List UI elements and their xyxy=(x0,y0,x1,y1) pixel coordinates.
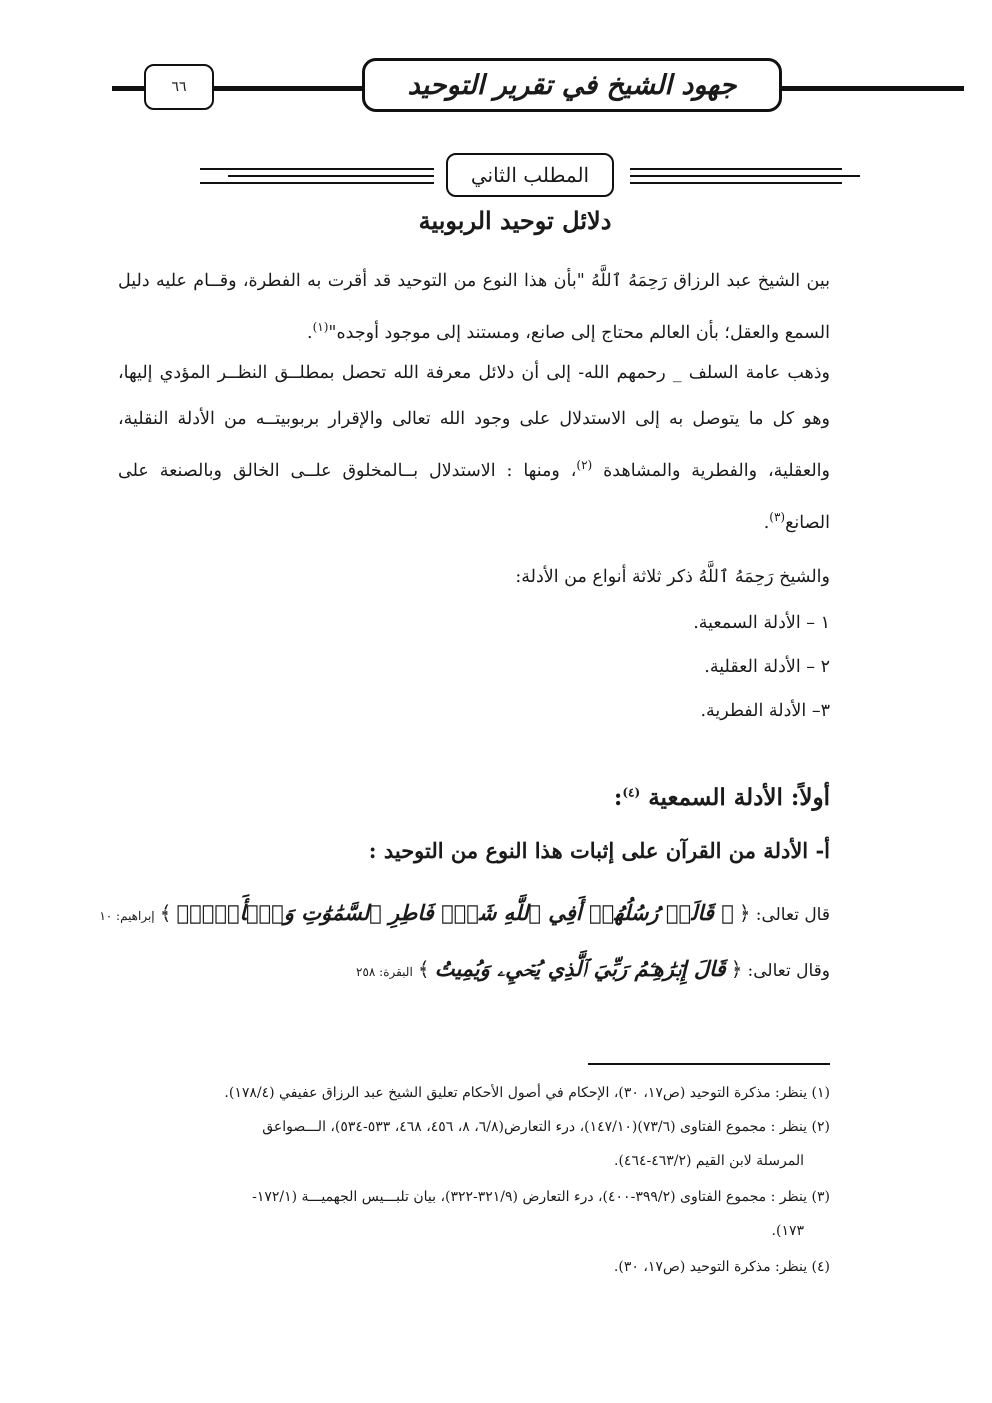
list-item: ٢ – الأدلة العقلية. xyxy=(704,657,830,677)
verse-line-2 xyxy=(150,944,830,994)
section-rule-right-1 xyxy=(630,168,842,170)
footnote-line: (٤) ينظر: مذكرة التوحيد (ص١٧، ٣٠). xyxy=(613,1259,830,1275)
page-number: ٦٦ xyxy=(171,79,187,95)
first-heading-end: : xyxy=(613,784,623,811)
footnote-separator xyxy=(588,1063,830,1065)
footnote-item xyxy=(140,1250,830,1284)
page-number-box xyxy=(144,64,214,110)
intro-paragraph-2-mid: ، ومنها : الاستدلال بــالمخلوق علــى الخالق وبالصنعة على الصانع xyxy=(118,460,830,533)
section-label: المطلب الثاني xyxy=(470,163,590,187)
list-item: ٣– الأدلة الفطرية. xyxy=(700,701,830,721)
verse-close-bracket: ﴾ xyxy=(159,901,172,925)
verse-text: قَالَ إِبۡرَٰهِـۧمُ رَبِّيَ ٱلَّذِي يُحۡيِۦ وَيُمِيتُ xyxy=(434,956,726,981)
footnote-ref-3: (٣) xyxy=(769,509,786,524)
footnote-ref-4: (٤) xyxy=(622,785,641,800)
footnote-ref-2: (٢) xyxy=(576,458,593,472)
list-item: ١ – الأدلة السمعية. xyxy=(693,613,830,633)
verse-reference: البقرة: ٢٥٨ xyxy=(356,965,413,979)
section-rule-right-3 xyxy=(630,182,842,184)
running-title: جهود الشيخ في تقرير التوحيد xyxy=(407,69,737,101)
footnote-line: (٢) ينظر : مجموع الفتاوى (٧٣/٦)(١٤٧/١٠)، درء التعارض(٦/٨، ٨، ٤٥٦، ٤٦٨، ٥٣٣-٥٣٤)، الـــصواعق xyxy=(262,1119,830,1135)
list-lead: والشيخ رَحِمَهُ ٱللَّهُ ذكر ثلاثة أنواع من الأدلة: xyxy=(515,567,830,587)
section-rule-left-2 xyxy=(228,175,434,177)
verse-line-1 xyxy=(99,888,830,938)
intro-paragraph-2-text: وذهب عامة السلف _ رحمهم الله- إلى أن دلائل معرفة الله تحصل بمطلــق النظــر المؤدي إليها، وهو كل ما يتوصل به إلى الاستدلال على وجود الله تعالى والإقرار بربوبيتــه من الأدلة النقلية، والعقلية، والفطرية والمشاهدة xyxy=(118,363,830,481)
verse-reference: إبراهيم: ١٠ xyxy=(99,909,155,923)
section-rule-left-1 xyxy=(200,168,434,170)
verse-lead: قال تعالى: xyxy=(755,905,830,925)
intro-paragraph-2-end: . xyxy=(763,512,770,533)
section-label-box xyxy=(446,153,614,197)
quran-subheading: أ- الأدلة من القرآن على إثبات هذا النوع من التوحيد : xyxy=(368,838,830,863)
footnote-line: ١٧٣). xyxy=(771,1223,804,1239)
footnote-ref-1: (١) xyxy=(312,320,329,334)
verse-lead: وقال تعالى: xyxy=(747,961,830,981)
footnote-item xyxy=(140,1110,830,1178)
intro-paragraph-1-text: بين الشيخ عبد الرزاق رَحِمَهُ ٱللَّهُ "بأن هذا النوع من التوحيد قد أقرت به الفطرة، وقــام عليه دليل السمع والعقل؛ بأن العالم محتاج إلى صانع، ومستند إلى موجود أوجده" xyxy=(118,271,830,343)
verse-close-bracket: ﴾ xyxy=(417,957,430,981)
footnote-item xyxy=(140,1076,830,1110)
section-title: دلائل توحيد الربوبية xyxy=(418,206,612,235)
intro-paragraph-1 xyxy=(118,258,830,356)
footnote-line: المرسلة لابن القيم (٤٦٣/٢-٤٦٤). xyxy=(614,1153,804,1169)
first-heading xyxy=(130,784,830,811)
intro-paragraph-2 xyxy=(118,350,830,546)
running-title-box xyxy=(362,58,782,112)
footnote-item xyxy=(140,1180,830,1248)
section-rule-left-3 xyxy=(200,182,434,184)
section-rule-right-2 xyxy=(630,175,860,177)
footnote-line: (٣) ينظر : مجموع الفتاوى (٣٩٩/٢-٤٠٠)، درء التعارض (٣٢١/٩-٣٢٢)، بيان تلبـــيس الجهميـــة (١٧٢/١- xyxy=(252,1189,830,1205)
intro-paragraph-1-end: . xyxy=(307,322,313,343)
verse-open-bracket: ﴿ xyxy=(738,901,751,925)
first-heading-text: أولاً: الأدلة السمعية xyxy=(648,784,830,811)
verse-open-bracket: ﴿ xyxy=(730,957,743,981)
verse-text: ۞ قَالَتۡ رُسُلُهُمۡ أَفِي ٱللَّهِ شَكّٞ فَاطِرِ ٱلسَّمَٰوَٰتِ وَٱلۡأَرۡضِۖ xyxy=(176,900,734,925)
footnote-line: (١) ينظر: مذكرة التوحيد (ص١٧، ٣٠)، الإحكام في أصول الأحكام تعليق الشيخ عبد الرزاق عفيفي (١٧٨/٤). xyxy=(224,1085,830,1101)
